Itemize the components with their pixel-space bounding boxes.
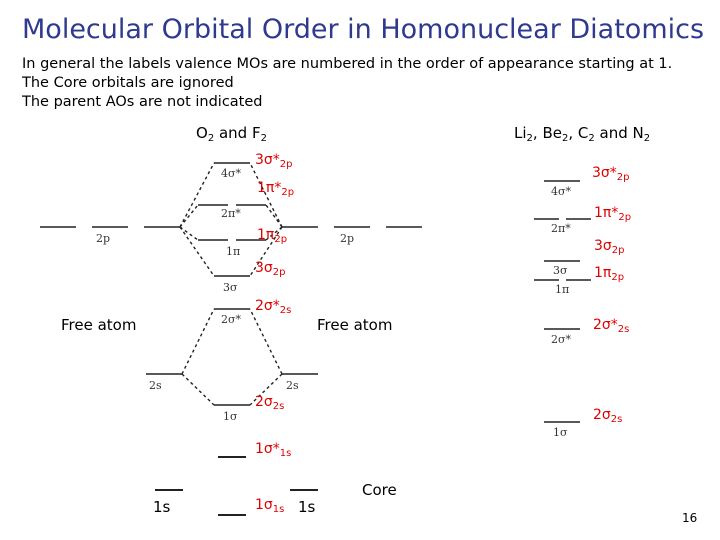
free-atom-left: Free atom: [61, 316, 137, 334]
left-heading: $O_2$ and $F_2$: [196, 124, 267, 144]
free-atom-right: Free atom: [317, 316, 393, 334]
label-2pi-star: 2π*: [221, 207, 241, 220]
mo-label-1sigma-star-1s: $1\sigma*_{1s}$: [255, 441, 292, 459]
label-4sigma-star: 4σ*: [221, 167, 242, 180]
label-1sigma: 1σ: [223, 410, 238, 423]
right-label-4sigma-star: 4σ*: [551, 185, 572, 198]
label-3sigma: 3σ: [223, 281, 238, 294]
label-2sigma-star: 2σ*: [221, 313, 242, 326]
right-mo-label-1pi-star-2p: $1\pi*_{2p}$: [594, 205, 632, 223]
note-line-3: The parent AOs are not indicated: [22, 94, 263, 110]
right-label-2sigma-star: 2σ*: [551, 333, 572, 346]
note-line-1: In general the labels valence MOs are numbered in the order of appearance starting at 1.: [22, 56, 673, 72]
mo-label-3sigma-star-2p: $3\sigma*_{2p}$: [255, 152, 293, 170]
label-2s-left: 2s: [149, 379, 162, 392]
ao-1s-left: 1s: [153, 498, 171, 516]
note-line-2: The Core orbitals are ignored: [22, 75, 234, 91]
label-2s-right: 2s: [286, 379, 299, 392]
right-label-1pi: 1π: [555, 283, 570, 296]
right-mo-label-3sigma-2p: $3\sigma_{2p}$: [594, 238, 625, 256]
mo-label-2sigma-star-2s: $2\sigma*_{2s}$: [255, 298, 292, 316]
right-label-1sigma: 1σ: [553, 426, 568, 439]
ao-1s-right: 1s: [298, 498, 316, 516]
label-2p-right: 2p: [340, 232, 355, 245]
right-mo-label-3sigma-star-2p: $3\sigma*_{2p}$: [592, 165, 630, 183]
right-label-3sigma: 3σ: [553, 264, 568, 277]
label-2p-left: 2p: [96, 232, 111, 245]
right-mo-label-1pi-2p: $1\pi_{2p}$: [594, 265, 625, 283]
mo-label-3sigma-2p: $3\sigma_{2p}$: [255, 260, 286, 278]
label-1pi: 1π: [226, 245, 241, 258]
mo-label-1pi-star-2p: $1\pi*_{2p}$: [257, 180, 295, 198]
mo-label-1pi-2p: $1\pi_{2p}$: [257, 227, 288, 245]
mo-label-1sigma-1s: $1\sigma_{1s}$: [255, 497, 285, 515]
mo-label-2sigma-2s: $2\sigma_{2s}$: [255, 394, 285, 412]
right-heading: $Li_2$, $Be_2$, $C_2$ and $N_2$: [514, 124, 651, 144]
right-mo-label-2sigma-star-2s: $2\sigma*_{2s}$: [593, 317, 630, 335]
slide-title: Molecular Orbital Order in Homonuclear Diatomics: [22, 14, 705, 45]
right-mo-label-2sigma-2s: $2\sigma_{2s}$: [593, 407, 623, 425]
core-label: Core: [362, 481, 397, 499]
right-label-2pi-star: 2π*: [551, 222, 571, 235]
page-number: 16: [682, 511, 698, 525]
